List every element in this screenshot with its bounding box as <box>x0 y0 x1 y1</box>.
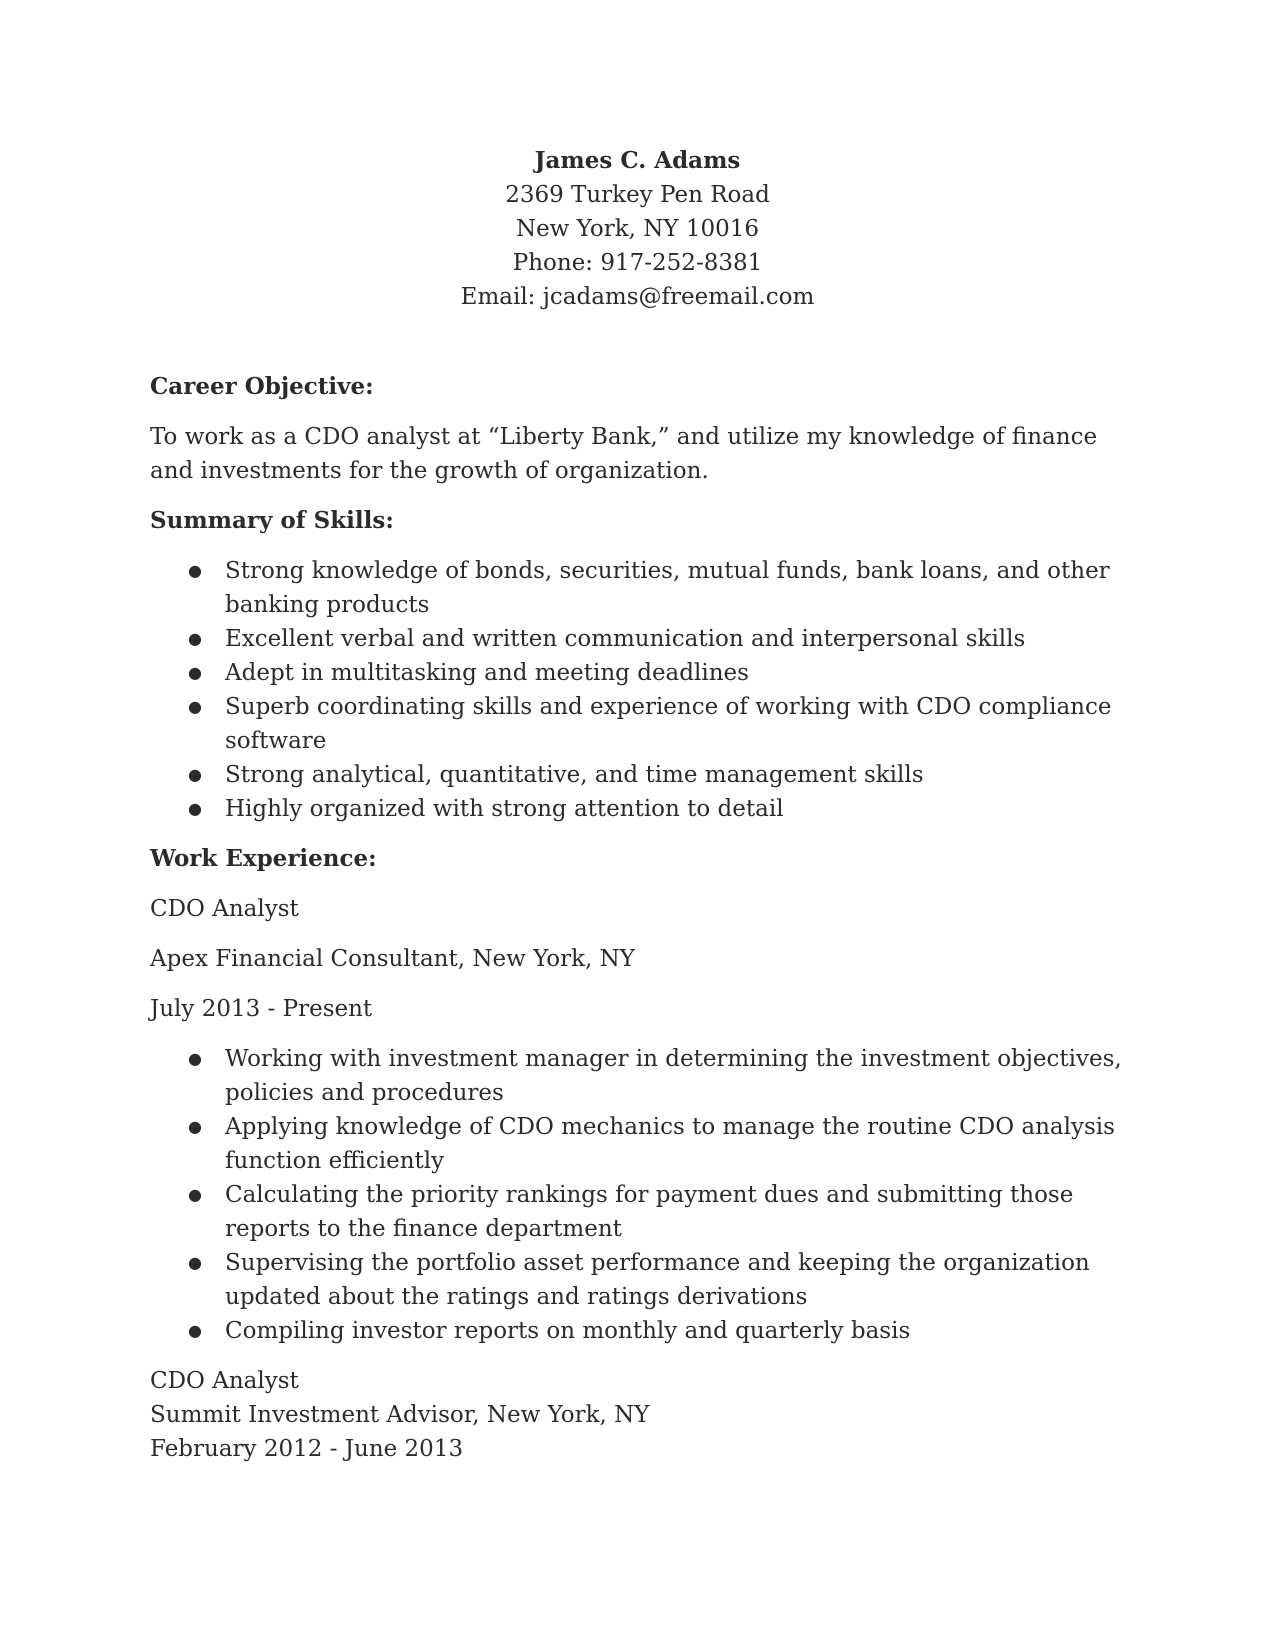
skill-item <box>150 792 1125 826</box>
email-address: Email: jcadams@freemail.com <box>460 284 815 310</box>
skill-text: Strong analytical, quantitative, and time management skills <box>225 762 924 788</box>
career-objective-text: To work as a CDO analyst at “Liberty Bank,” and utilize my knowledge of finance and investments for the growth of organization. <box>150 424 1098 484</box>
skill-text: Adept in multitasking and meeting deadlines <box>225 660 749 686</box>
duty-item <box>150 1042 1125 1110</box>
skill-item <box>150 554 1125 622</box>
career-objective-heading: Career Objective: <box>150 373 374 400</box>
duty-text: Applying knowledge of CDO mechanics to manage the routine CDO analysis function efficiently <box>225 1114 1115 1174</box>
bullet-icon: ● <box>188 1253 202 1272</box>
bullet-icon: ● <box>188 663 202 682</box>
street-address: 2369 Turkey Pen Road <box>505 182 770 208</box>
duty-item <box>150 1314 1125 1348</box>
skill-text: Highly organized with strong attention to detail <box>225 796 784 822</box>
phone-number: Phone: 917-252-8381 <box>512 250 763 276</box>
job-company: Summit Investment Advisor, New York, NY <box>150 1402 650 1428</box>
skills-heading: Summary of Skills: <box>150 507 394 534</box>
skill-item <box>150 622 1125 656</box>
skill-item <box>150 690 1125 758</box>
contact-header <box>0 144 1275 314</box>
duty-text: Supervising the portfolio asset performance and keeping the organization updated about the ratings and ratings derivations <box>225 1250 1090 1310</box>
skills-list <box>150 554 1125 826</box>
skill-text: Excellent verbal and written communication and interpersonal skills <box>225 626 1026 652</box>
city-state-zip: New York, NY 10016 <box>515 216 760 242</box>
duty-text: Working with investment manager in determining the investment objectives, policies and procedures <box>225 1046 1122 1106</box>
bullet-icon: ● <box>188 1049 202 1068</box>
duty-item <box>150 1246 1125 1314</box>
duty-text: Calculating the priority rankings for payment dues and submitting those reports to the finance department <box>225 1182 1074 1242</box>
job-dates: February 2012 - June 2013 <box>150 1436 464 1462</box>
duty-item <box>150 1178 1125 1246</box>
job-title: CDO Analyst <box>150 1368 299 1394</box>
bullet-icon: ● <box>188 1185 202 1204</box>
duty-text: Compiling investor reports on monthly and quarterly basis <box>225 1318 911 1344</box>
applicant-name: James C. Adams <box>534 147 741 174</box>
bullet-icon: ● <box>188 1321 202 1340</box>
skill-item <box>150 656 1125 690</box>
skill-text: Strong knowledge of bonds, securities, mutual funds, bank loans, and other banking products <box>225 558 1110 618</box>
resume-body <box>150 370 1125 1466</box>
bullet-icon: ● <box>188 1117 202 1136</box>
skill-item <box>150 758 1125 792</box>
duty-item <box>150 1110 1125 1178</box>
job-company: Apex Financial Consultant, New York, NY <box>150 946 635 972</box>
skill-text: Superb coordinating skills and experience of working with CDO compliance software <box>225 694 1112 754</box>
bullet-icon: ● <box>188 629 202 648</box>
bullet-icon: ● <box>188 697 202 716</box>
job-dates: July 2013 - Present <box>150 996 373 1022</box>
job-duties-list <box>150 1042 1125 1348</box>
bullet-icon: ● <box>188 561 202 580</box>
bullet-icon: ● <box>188 799 202 818</box>
work-experience-heading: Work Experience: <box>150 845 377 872</box>
job-title: CDO Analyst <box>150 896 299 922</box>
bullet-icon: ● <box>188 765 202 784</box>
